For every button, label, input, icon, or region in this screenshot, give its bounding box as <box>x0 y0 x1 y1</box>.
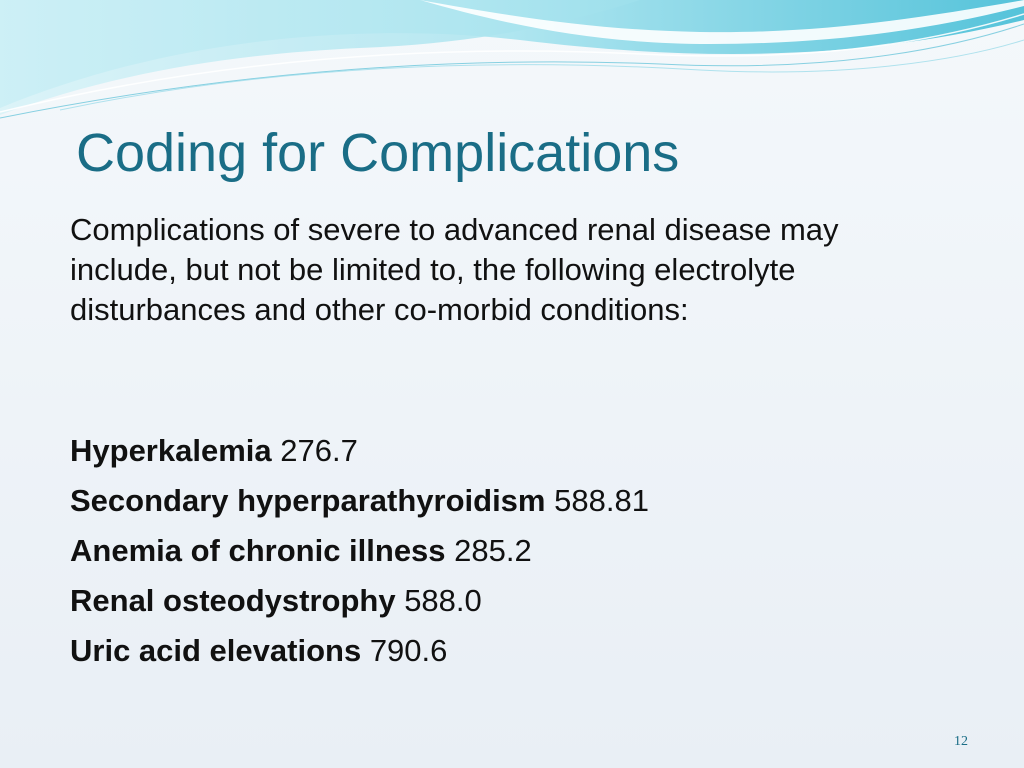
list-item <box>70 526 649 576</box>
list-item <box>70 626 649 676</box>
slide-title: Coding for Complications <box>76 123 680 183</box>
complication-list <box>70 426 649 676</box>
intro-paragraph: Complications of severe to advanced renal disease may include, but not be limited to, the following electrolyte disturbances and other co-morbid conditions: <box>70 212 839 327</box>
item-term: Hyperkalemia <box>70 433 272 468</box>
list-item <box>70 426 649 476</box>
item-code: 285.2 <box>454 533 532 568</box>
page-number: 12 <box>954 734 968 749</box>
item-term: Uric acid elevations <box>70 633 362 668</box>
list-item <box>70 476 649 526</box>
item-term: Renal osteodystrophy <box>70 583 396 618</box>
decorative-wave-header <box>0 0 1024 130</box>
item-term: Anemia of chronic illness <box>70 533 446 568</box>
item-code: 588.0 <box>404 583 482 618</box>
wave-band-light <box>0 0 640 115</box>
item-code: 588.81 <box>554 483 649 518</box>
item-code: 276.7 <box>280 433 358 468</box>
item-term: Secondary hyperparathyroidism <box>70 483 546 518</box>
list-item <box>70 576 649 626</box>
item-code: 790.6 <box>369 633 448 668</box>
